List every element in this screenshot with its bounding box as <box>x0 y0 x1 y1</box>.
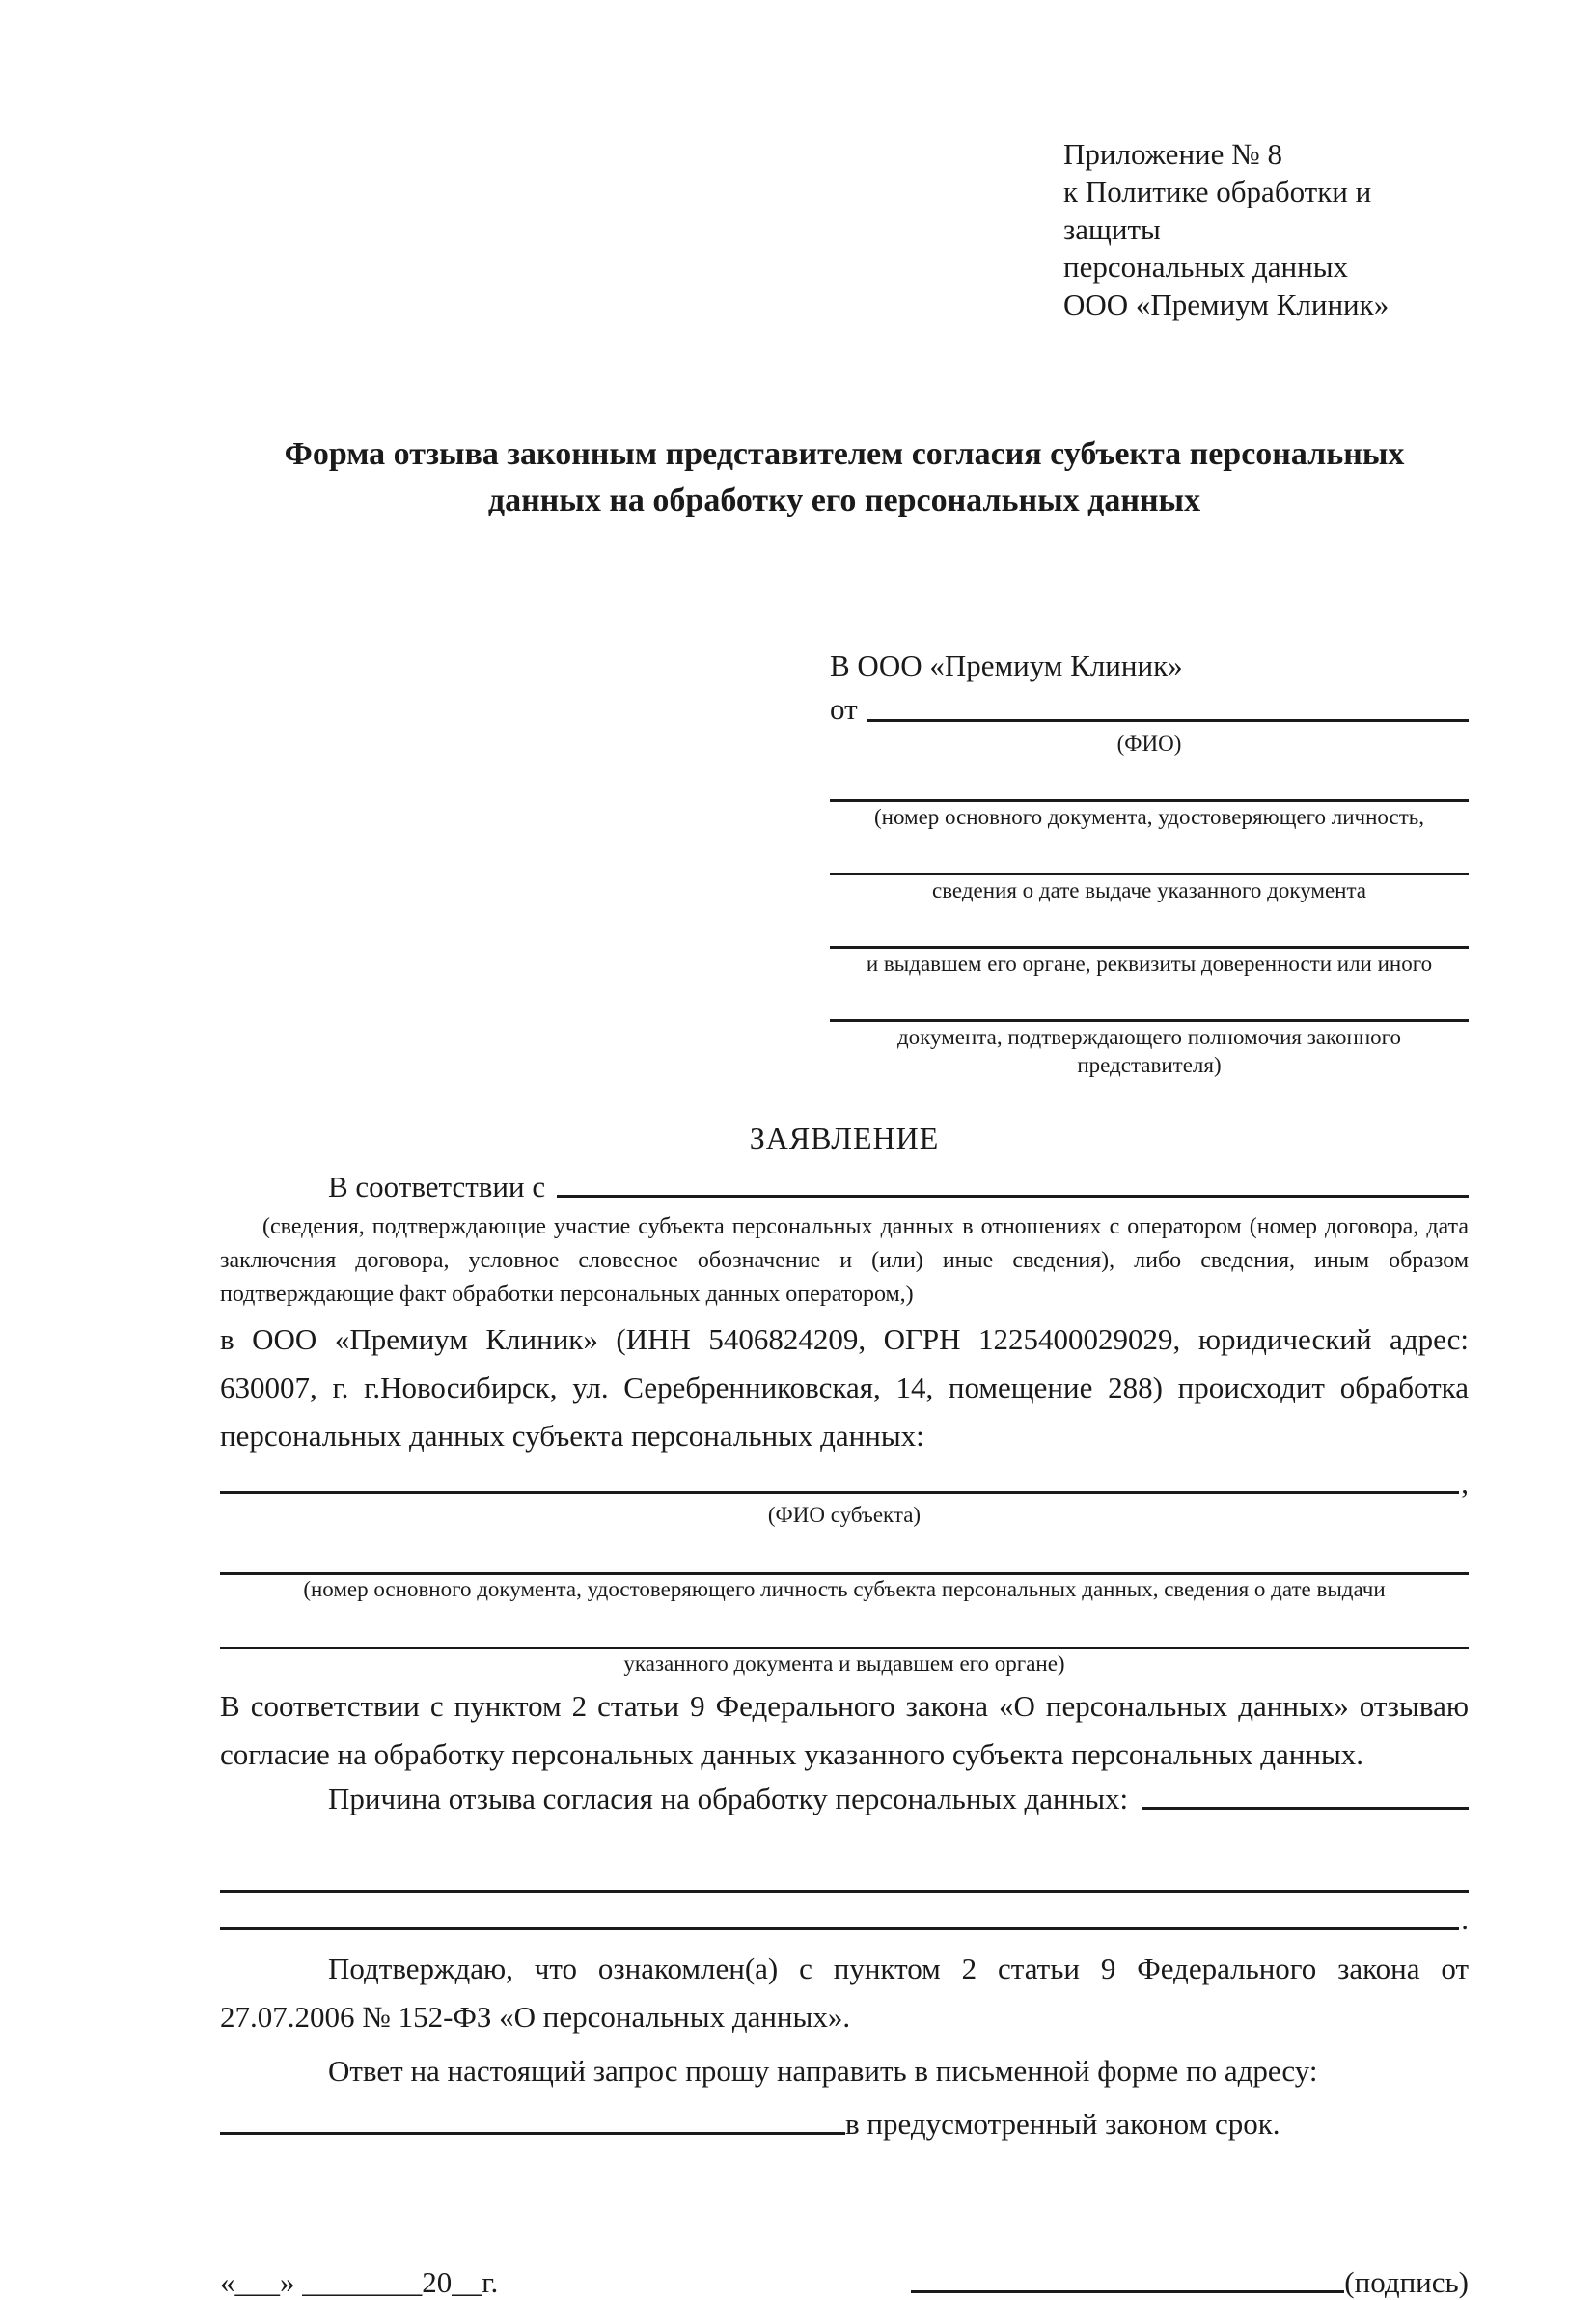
subject-doc-caption-2: указанного документа и выдавшем его органе) <box>623 1651 1065 1677</box>
reply-intro: Ответ на настоящий запрос прошу направить в письменной форме по адресу: <box>328 2053 1318 2088</box>
intro-note: (сведения, подтверждающие участие субъекта персональных данных в отношениях с оператором (номер договора, дата заключения договора, условное словесное обозначение и (или) иные сведения), либо сведения, иным образом подтверждающие факт обработки персональных данных оператором,) <box>220 1214 1469 1307</box>
doc-caption-1: (номер основного документа, удостоверяющего личность, <box>873 804 1424 829</box>
appendix-line: персональных данных <box>1063 250 1349 285</box>
addressee-to: В ООО «Премиум Клиник» <box>830 649 1183 683</box>
confirm-paragraph: Подтверждаю, что ознакомлен(а) с пунктом 2 статьи 9 Федерального закона от 27.07.2006 № 152-ФЗ «О персональных данных». <box>220 1951 1469 2034</box>
reason-row <box>220 1782 1469 1816</box>
document-title: Форма отзыва законным представителем согласия субъекта персональных данных на обработку его персональных данных <box>284 436 1405 518</box>
from-label: от <box>830 691 858 726</box>
doc-caption-3: и выдавшем его органе, реквизиты доверенности или иного <box>866 951 1433 976</box>
addressee-block <box>830 647 1469 1080</box>
doc-blank-line-2 <box>830 832 1469 875</box>
reply-row <box>220 2095 1469 2142</box>
appendix-line: Приложение № 8 <box>1063 137 1282 171</box>
reason-end-row <box>220 1893 1469 1937</box>
signature-blank-line <box>911 2290 1344 2293</box>
subject-fio-row <box>220 1466 1469 1501</box>
subject-doc-blank-line-1 <box>220 1530 1469 1575</box>
subject-fio-blank-line <box>220 1491 1459 1494</box>
operator-paragraph: в ООО «Премиум Клиник» (ИНН 5406824209, ОГРН 1225400029029, юридический адрес: 630007, г. г.Новосибирск, ул. Серебренниковская, 14, помещение 288) происходит обработка персональных данных субъекта персональных данных: <box>220 1321 1469 1454</box>
reason-blank-line-short <box>1142 1807 1469 1810</box>
signature-caption: (подпись) <box>1344 2265 1469 2300</box>
intro-prefix: В соответствии с <box>328 1170 546 1205</box>
reason-blank-line-1 <box>220 1816 1469 1893</box>
reason-trailing-period: . <box>1461 1901 1469 1936</box>
intro-blank-line <box>557 1195 1469 1198</box>
intro-row <box>220 1170 1469 1205</box>
address-blank-line <box>220 2132 845 2135</box>
doc-blank-line-4 <box>830 979 1469 1022</box>
doc-caption-2: сведения о дате выдаче указанного документа <box>931 877 1367 902</box>
withdraw-paragraph: В соответствии с пунктом 2 статьи 9 Федерального закона «О персональных данных» отзываю согласие на обработку персональных данных указанного субъекта персональных данных. <box>220 1689 1469 1772</box>
appendix-line: к Политике обработки и защиты <box>1063 175 1372 247</box>
subject-trailing-comma: , <box>1461 1466 1469 1501</box>
subject-doc-caption-1: (номер основного документа, удостоверяющего личность субъекта персональных данных, сведения о дате выдачи <box>303 1577 1386 1602</box>
statement-heading: ЗАЯВЛЕНИЕ <box>749 1121 940 1156</box>
subject-doc-blank-line-2 <box>220 1604 1469 1649</box>
doc-blank-line-1 <box>830 759 1469 802</box>
reason-label: Причина отзыва согласия на обработку персональных данных: <box>328 1781 1129 1815</box>
footer-row <box>220 2265 1469 2300</box>
fio-caption: (ФИО) <box>1116 732 1182 757</box>
date-line: «___» ________20__г. <box>220 2265 499 2300</box>
subject-fio-caption: (ФИО субъекта) <box>767 1503 922 1528</box>
appendix-block <box>1063 135 1469 323</box>
doc-caption-4: документа, подтверждающего полномочия законного представителя) <box>896 1024 1401 1078</box>
addressee-from-row <box>830 690 1469 729</box>
appendix-line: ООО «Премиум Клиник» <box>1063 288 1390 322</box>
doc-blank-line-3 <box>830 905 1469 949</box>
fio-blank-line <box>867 719 1469 722</box>
reply-suffix: в предусмотренный законом срок. <box>845 2107 1280 2142</box>
signature-group <box>911 2265 1469 2300</box>
reason-blank-line-2 <box>220 1927 1459 1930</box>
